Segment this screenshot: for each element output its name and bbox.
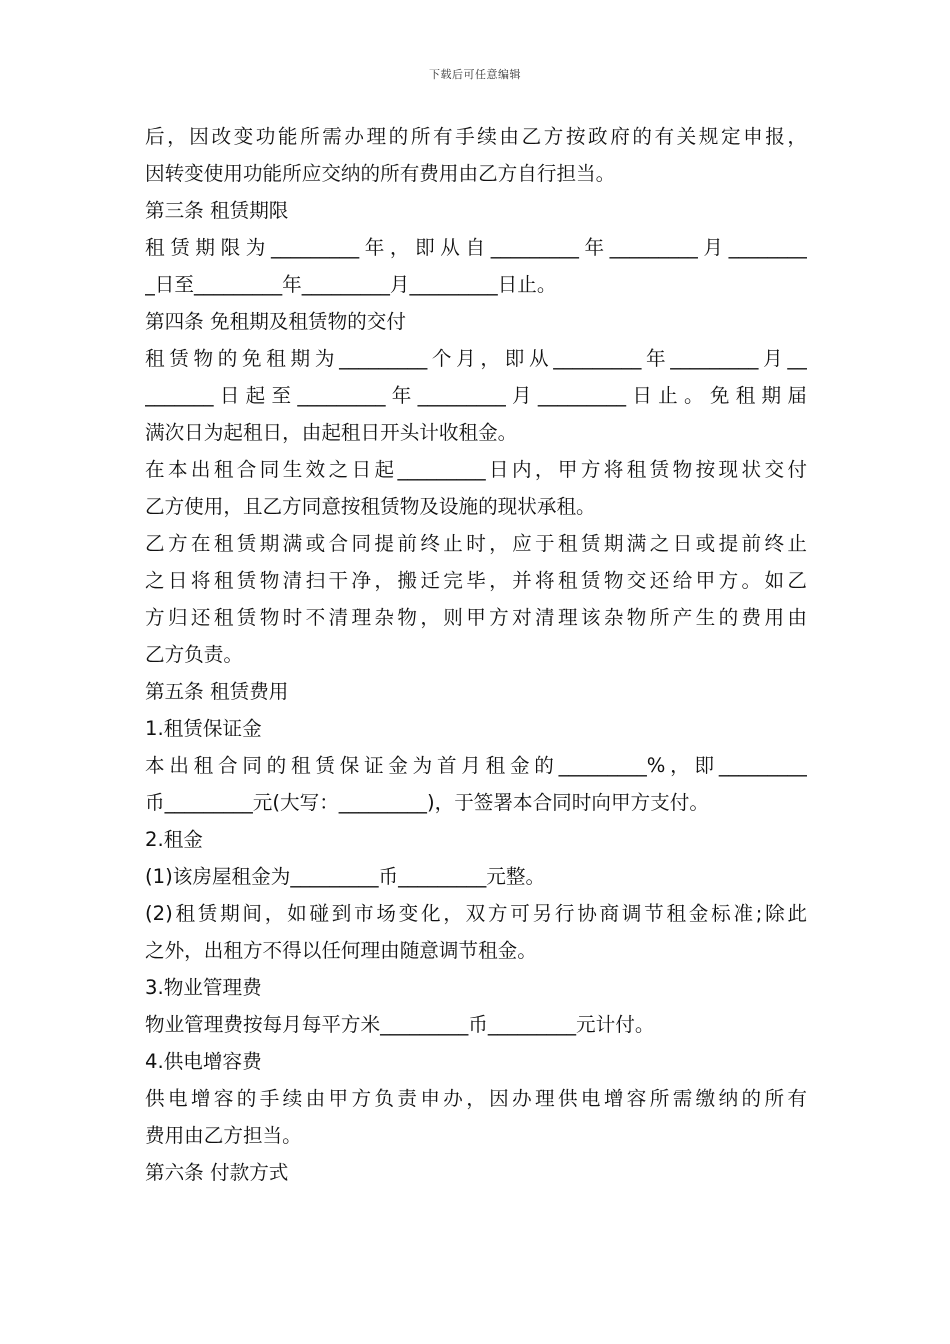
document-body — [145, 118, 807, 1191]
text-line: 因转变使用功能所应交纳的所有费用由乙方自行担当。 — [145, 162, 616, 185]
text-line: 方归还租赁物时不清理杂物，则甲方对清理该杂物所产生的费用由 — [145, 606, 807, 629]
text-line: (2)租赁期间，如碰到市场变化，双方可另行协商调节租金标准;除此 — [145, 902, 807, 925]
page-header: 下载后可任意编辑 — [429, 68, 521, 81]
text-line: 租赁期限为_________年，即从自_________年_________月________ — [145, 236, 807, 259]
subsection-heading: 4.供电增容费 — [145, 1050, 262, 1073]
text-line: 在本出租合同生效之日起_________日内，甲方将租赁物按现状交付 — [145, 458, 807, 481]
subsection-heading: 1.租赁保证金 — [145, 717, 262, 740]
section-heading: 第四条 免租期及租赁物的交付 — [145, 310, 406, 333]
text-line: 乙方负责。 — [145, 643, 243, 666]
subsection-heading: 3.物业管理费 — [145, 976, 262, 999]
section-heading: 第三条 租赁期限 — [145, 199, 289, 222]
text-line: 供电增容的手续由甲方负责申办，因办理供电增容所需缴纳的所有 — [145, 1087, 807, 1110]
text-line: 租赁物的免租期为_________个月，即从_________年_________月__ — [145, 347, 807, 370]
text-line: (1)该房屋租金为_________币_________元整。 — [145, 865, 546, 888]
section-heading: 第五条 租赁费用 — [145, 680, 289, 703]
subsection-heading: 2.租金 — [145, 828, 203, 851]
text-line: 乙方在租赁期满或合同提前终止时，应于租赁期满之日或提前终止 — [145, 532, 807, 555]
text-line: 乙方使用，且乙方同意按租赁物及设施的现状承租。 — [145, 495, 596, 518]
text-line: 费用由乙方担当。 — [145, 1124, 302, 1147]
text-line: 币_________元(大写：_________)，于签署本合同时向甲方支付。 — [145, 791, 709, 814]
section-heading: 第六条 付款方式 — [145, 1161, 289, 1184]
text-line: 之外，出租方不得以任何理由随意调节租金。 — [145, 939, 537, 962]
text-line: _日至_________年_________月_________日止。 — [145, 273, 557, 296]
text-line: 后，因改变功能所需办理的所有手续由乙方按政府的有关规定申报， — [145, 125, 807, 148]
text-line: _______日起至_________年_________月_________日止。免租期届 — [145, 384, 807, 407]
text-line: 物业管理费按每月每平方米_________币_________元计付。 — [145, 1013, 655, 1036]
text-line: 本出租合同的租赁保证金为首月租金的_________%，即_________ — [145, 754, 807, 777]
text-line: 满次日为起租日，由起租日开头计收租金。 — [145, 421, 518, 444]
text-line: 之日将租赁物清扫干净，搬迁完毕，并将租赁物交还给甲方。如乙 — [145, 569, 807, 592]
